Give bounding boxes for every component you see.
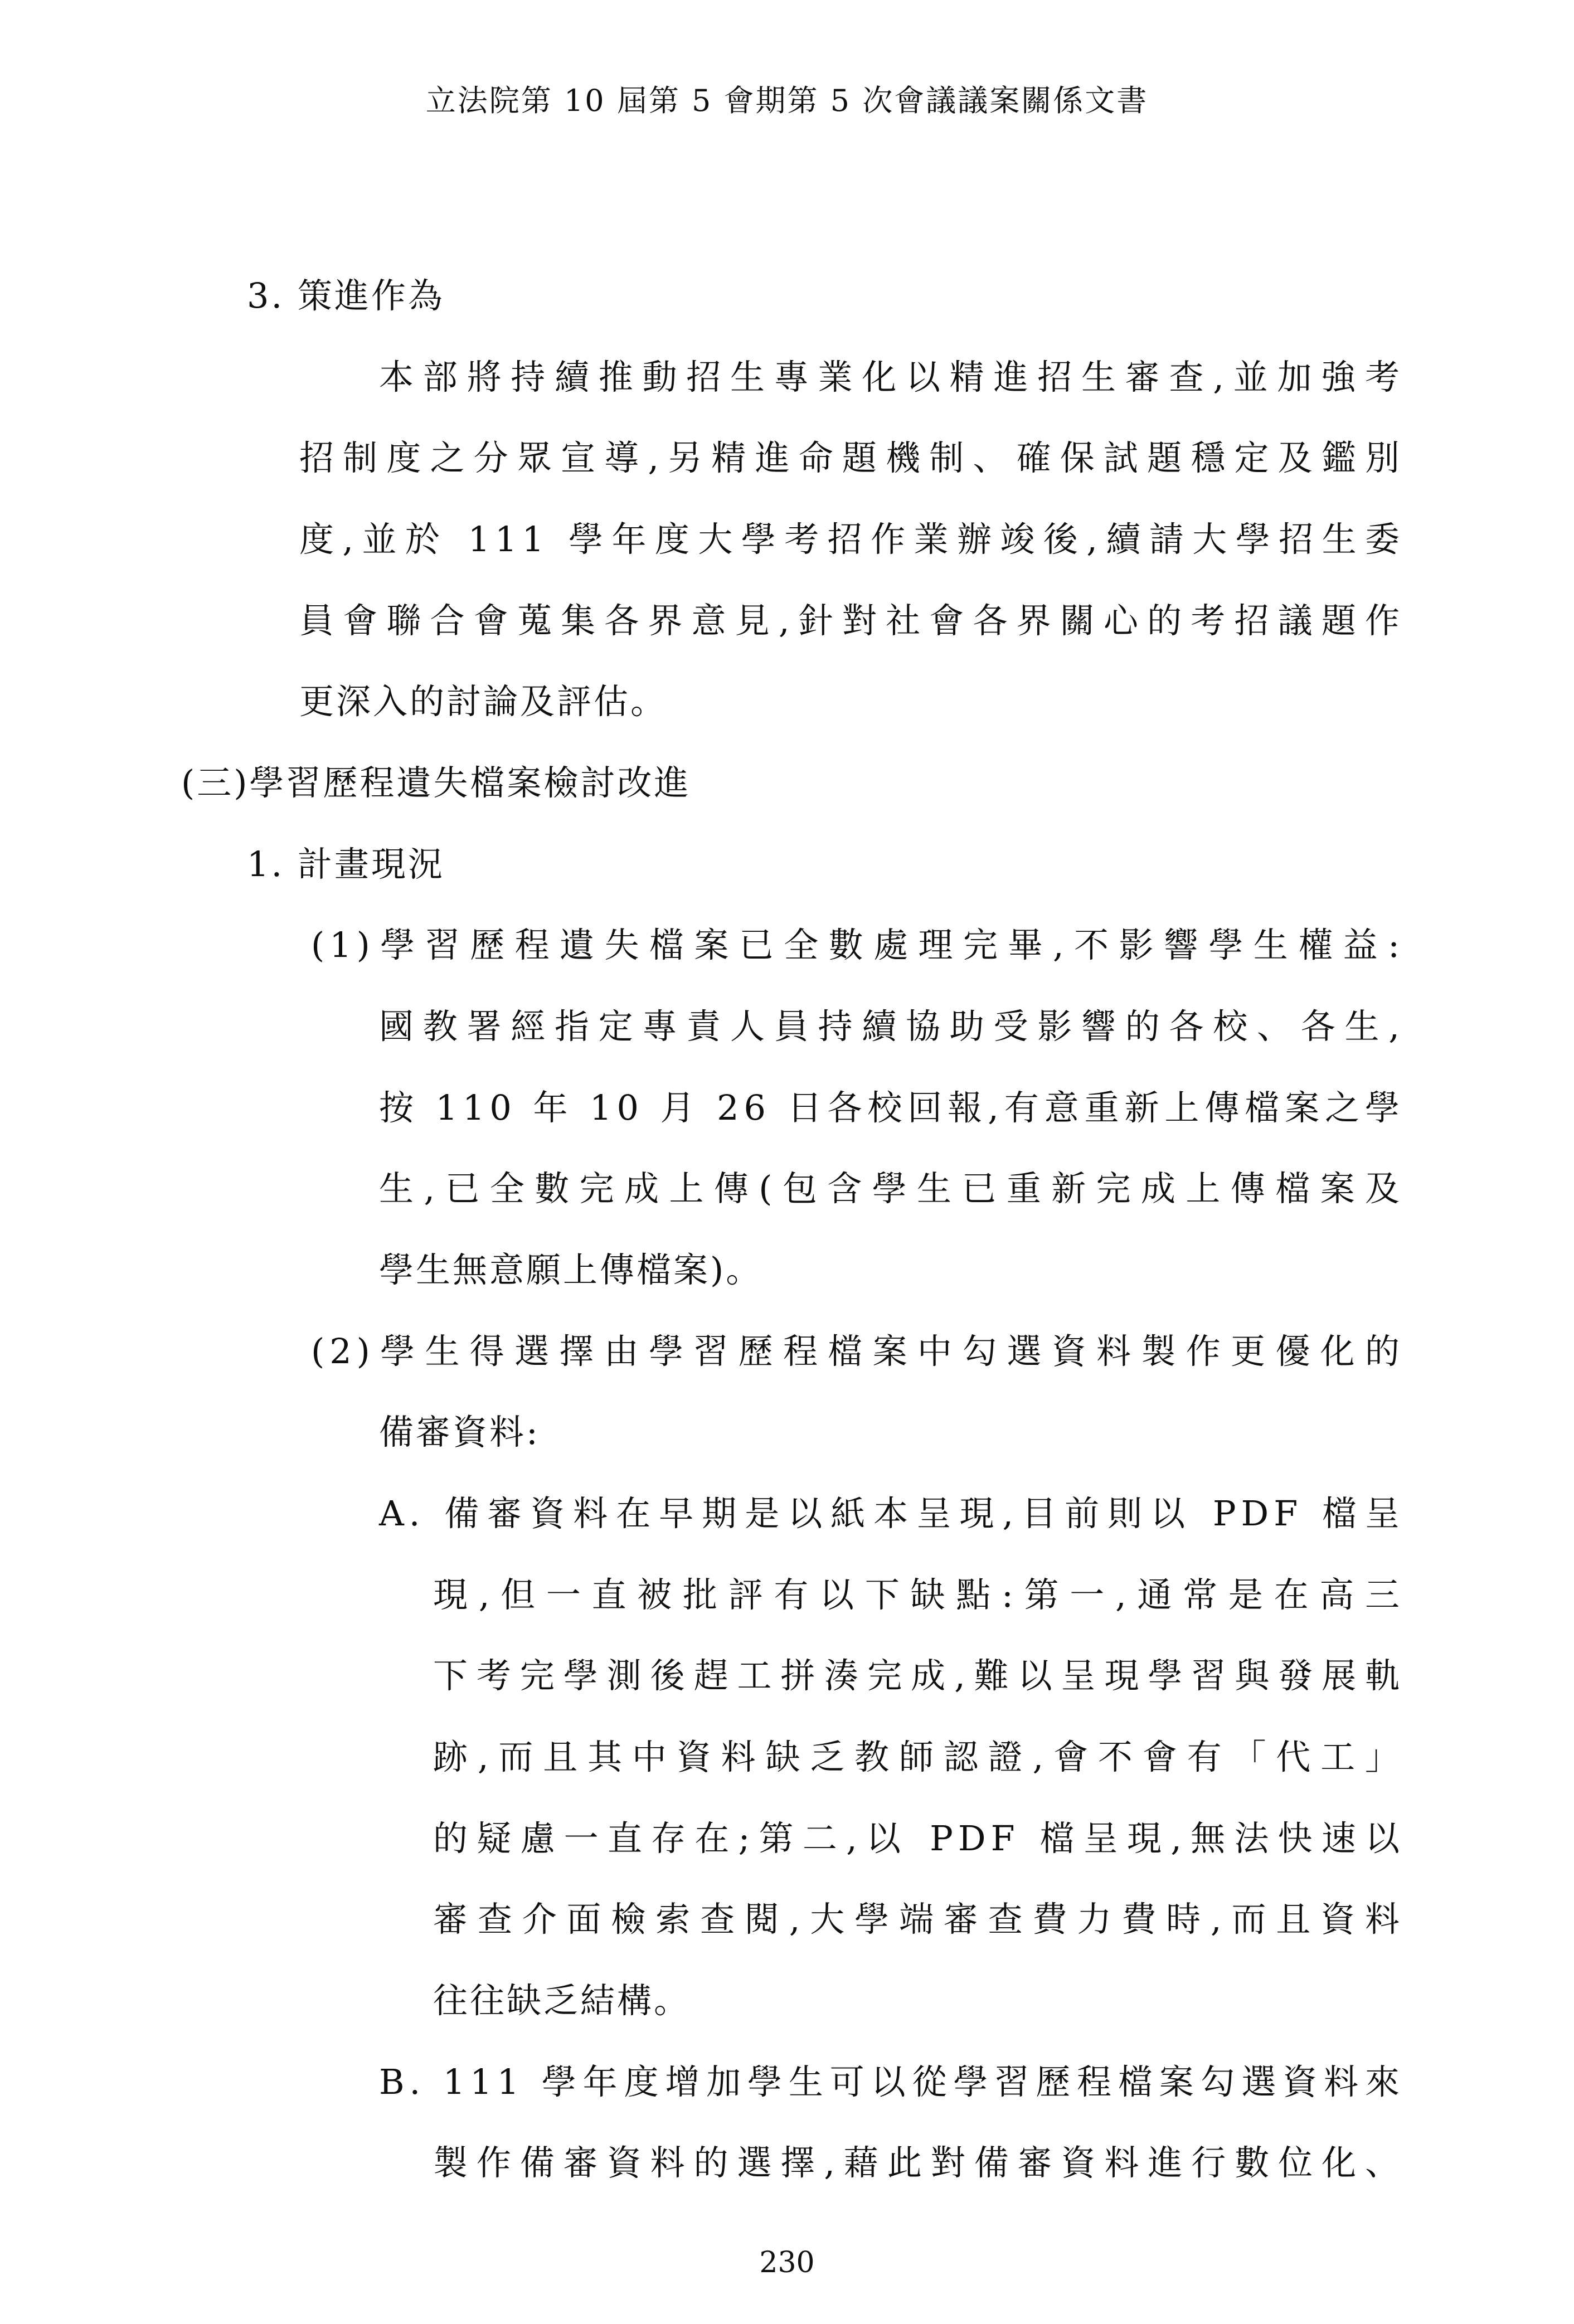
line-04: 度,並於 111 學年度大學考招作業辦竣後,續請大學招生委 xyxy=(299,519,1405,560)
line-20: 的疑慮一直存在;第二,以 PDF 檔呈現,無法快速以 xyxy=(433,1818,1405,1859)
line-03: 招制度之分眾宣導,另精進命題機制、確保試題穩定及鑑別 xyxy=(299,437,1405,478)
line-02: 本部將持續推動招生專業化以精進招生審查,並加強考 xyxy=(379,357,1405,397)
document-header-title: 立法院第 10 屆第 5 會期第 5 次會議議案關係文書 xyxy=(425,83,1149,118)
line-07: (三)學習歷程遺失檔案檢討改進 xyxy=(181,762,691,803)
line-05: 員會聯合會蒐集各界意見,針對社會各界關心的考招議題作 xyxy=(299,600,1405,641)
line-11: 按 110 年 10 月 26 日各校回報,有意重新上傳檔案之學 xyxy=(379,1087,1405,1128)
line-09: (1)學習歷程遺失檔案已全數處理完畢,不影響學生權益: xyxy=(311,925,1405,965)
line-18: 下考完學測後趕工拼湊完成,難以呈現學習與發展軌 xyxy=(433,1655,1405,1696)
line-12: 生,已全數完成上傳(包含學生已重新完成上傳檔案及 xyxy=(379,1168,1405,1209)
line-16: A. 備審資料在早期是以紙本呈現,目前則以 PDF 檔呈 xyxy=(379,1493,1405,1534)
line-15: 備審資料: xyxy=(379,1412,540,1452)
line-13: 學生無意願上傳檔案)。 xyxy=(379,1249,763,1290)
line-08: 1. 計畫現況 xyxy=(247,844,445,884)
line-19: 跡,而且其中資料缺乏教師認證,會不會有「代工」 xyxy=(433,1737,1405,1777)
line-23: B. 111 學年度增加學生可以從學習歷程檔案勾選資料來 xyxy=(379,2062,1405,2102)
line-22: 往往缺乏結構。 xyxy=(433,1980,691,2021)
line-17: 現,但一直被批評有以下缺點:第一,通常是在高三 xyxy=(433,1574,1405,1615)
line-14: (2)學生得選擇由學習歷程檔案中勾選資料製作更優化的 xyxy=(311,1331,1405,1372)
line-21: 審查介面檢索查閱,大學端審查費力費時,而且資料 xyxy=(433,1899,1405,1939)
line-01: 3. 策進作為 xyxy=(247,275,445,316)
line-10: 國教署經指定專責人員持續協助受影響的各校、各生, xyxy=(379,1006,1405,1047)
line-06: 更深入的討論及評估。 xyxy=(299,681,668,722)
page-number: 230 xyxy=(759,2246,815,2279)
line-24: 製作備審資料的選擇,藉此對備審資料進行數位化、 xyxy=(433,2142,1405,2183)
